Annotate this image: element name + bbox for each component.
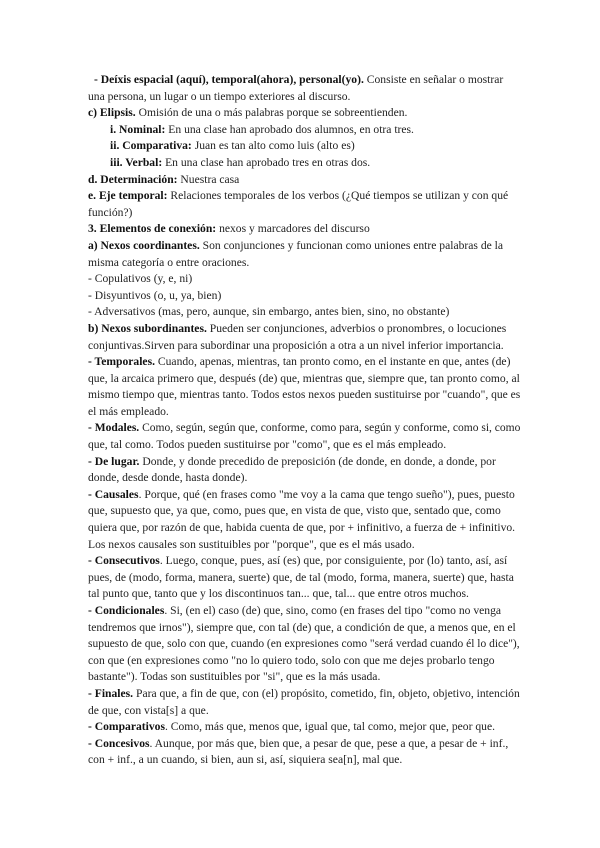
determinacion-line: d. Determinación: Nuestra casa [88,172,240,186]
text-line: tendremos que irnos"), siempre que, con tal (de) que, a condición de que, a menos que, en el [88,620,516,634]
list-item: - Disyuntivos (o, u, ya, bien) [88,288,222,302]
text-line: quiera que, por razón de que, habida cuenta de que, por + infinitivo, a fuerza de + infinitivo. [88,521,516,535]
elipsis-verbal: iii. Verbal: En una clase han aprobado tres en otras dos. [110,155,371,169]
section-heading: 3. Elementos de conexión: nexos y marcadores del discurso [88,222,370,236]
concesivos-line: - Concesivos. Aunque, por más que, bien que, a pesar de que, pese a que, a pesar de + inf., [88,736,509,750]
text-line: que, tal como. Todos pueden sustituirse por "como", que es el más empleado. [88,438,447,452]
text-line: de que, con vista[s] a que. [88,703,209,717]
text-line: el más empleado. [88,404,169,418]
nexos-coordinantes-line: a) Nexos coordinantes. Son conjunciones y funcionan como uniones entre palabras de la [88,238,504,252]
text-line: conjuntivas.Sirven para subordinar una proposición a otra a un nivel inferior importancia. [88,338,504,352]
list-item: - Copulativos (y, e, ni) [88,272,193,286]
text-line: que, supuesto que, ya que, como, pues que, en vista de que, visto que, sentado que, como [88,504,501,518]
de-lugar-line: - De lugar. Donde, y donde precedido de preposición (de donde, en donde, a donde, por [88,454,496,468]
comparativos-line: - Comparativos. Como, más que, menos que, igual que, tal como, mejor que, peor que. [88,720,495,734]
elipsis-nominal: i. Nominal: En una clase han aprobado dos alumnos, en otra tres. [110,122,414,136]
text-line: misma categoría o entre oraciones. [88,255,250,269]
text-line: con + inf., a un cuando, si bien, aun si, así, siquiera sea[n], mal que. [88,753,403,767]
text-line: pues, de (modo, forma, manera, suerte) que, de tal (modo, forma, manera, suerte) que, hasta [88,570,514,584]
text-line: supuesto de que, solo con que, cuando (en expresiones como "será verdad cuando él lo dice"), [88,638,520,651]
text-line: función?) [88,205,133,219]
elipsis-heading: c) Elipsis. Omisión de una o más palabras porque se sobreentienden. [88,106,408,120]
text-line: tal punto que, tanto que y los discontinuos tan... que, tal... que entre otros muchos. [88,587,469,601]
causales-line: - Causales. Porque, qué (en frases como "me voy a la cama que tengo sueño"), pues, puesto [88,487,515,501]
document-page [88,72,520,769]
text-line: con que (en expresiones como "no lo quiero todo, solo con que me dejes probarlo tengo [88,653,495,667]
text-line: una persona, un lugar o un tiempo exteriores al discurso. [88,89,351,103]
list-item: - Adversativos (mas, pero, aunque, sin embargo, antes bien, sino, no obstante) [88,305,450,319]
text-line: mismo tiempo que, mientras tanto. Todos estos nexos pueden sustituirse por "cuando", que es [88,388,521,402]
nexos-subordinantes-line: b) Nexos subordinantes. Pueden ser conjunciones, adverbios o pronombres, o locuciones [88,321,507,335]
temporales-line: - Temporales. Cuando, apenas, mientras, tan pronto como, en el instante en que, antes (de) [88,355,511,369]
finales-line: - Finales. Para que, a fin de que, con (el) propósito, cometido, fin, objeto, objetivo, intención [88,686,520,700]
consecutivos-line: - Consecutivos. Luego, conque, pues, así (es) que, por consiguiente, por (lo) tanto, así, así [88,554,508,568]
text-line: que, la arcaica primero que, después (de) que, mientras que, siempre que, tan pronto como, al [88,371,520,385]
modales-line: - Modales. Como, según, según que, conforme, como para, según y conforme, como si, como [88,422,521,435]
eje-temporal-line: e. Eje temporal: Relaciones temporales de los verbos (¿Qué tiempos se utilizan y con qué [88,189,509,203]
elipsis-comparativa: ii. Comparativa: Juan es tan alto como luis (alto es) [110,139,355,153]
text-line: bastante"). Todas son sustituibles por "si", que es la más usada. [88,670,381,684]
text-line: donde, desde donde, hasta donde). [88,471,248,485]
deixis-line: - Deíxis espacial (aquí), temporal(ahora), personal(yo). Consiste en señalar o mostrar [94,73,504,86]
condicionales-line: - Condicionales. Si, (en el) caso (de) que, sino, como (en frases del tipo "como no venga [88,604,502,617]
text-line: Los nexos causales son sustituibles por "porque", que es el más usado. [88,537,415,551]
